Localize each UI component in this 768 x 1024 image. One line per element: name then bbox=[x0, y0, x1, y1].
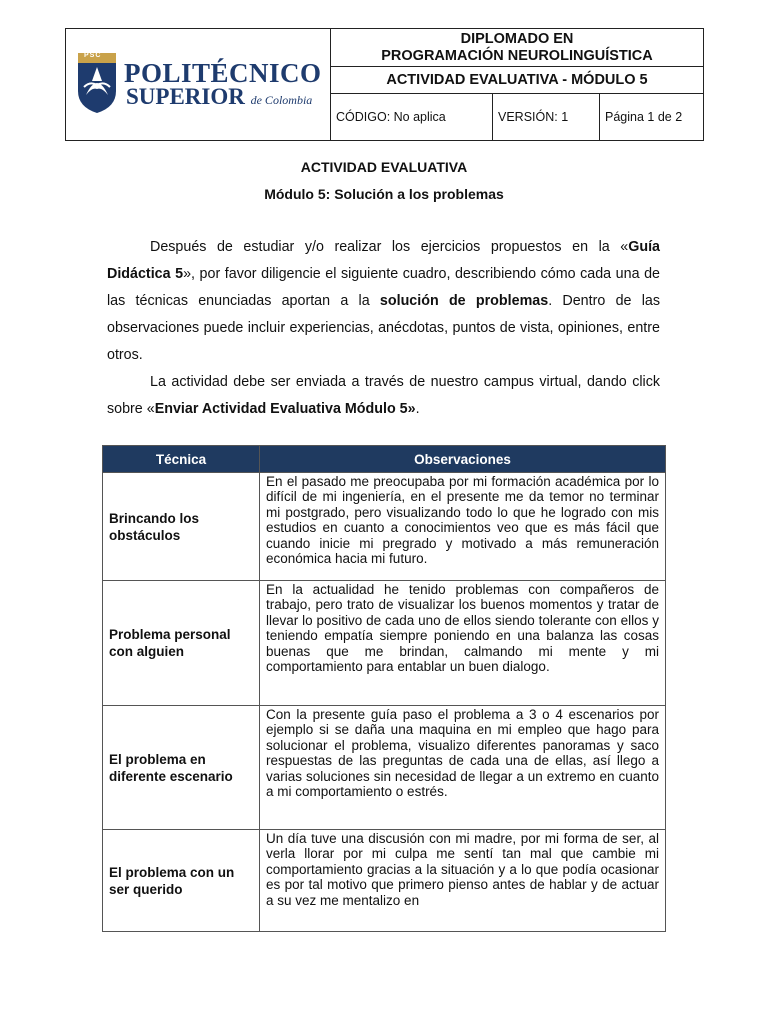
technique-cell: Problema personal con alguien bbox=[103, 581, 260, 706]
p1-guide-name: Guía Didáctica 5 bbox=[107, 239, 660, 282]
technique-cell: El problema en diferente escenario bbox=[103, 706, 260, 830]
submission-paragraph bbox=[107, 369, 660, 423]
p1-text-e: . Dentro de las observaciones puede incluir experiencias, anécdotas, puntos de vista, opiniones, entre otros. bbox=[107, 293, 660, 363]
techniques-table bbox=[102, 445, 666, 932]
table-row bbox=[103, 706, 666, 830]
logo-line2-main: SUPERIOR bbox=[126, 84, 245, 109]
observation-cell: En la actualidad he tenido problemas con compañeros de trabajo, pero trato de visualizar los buenos momentos y tratar de llevar lo positivo de cada uno de ellos siendo tolerante con ellos y teniendo empatía siempre poniendo en una balanza las cosas buenas que me brindan, calmando mi mente y mi comportamiento para entablar un buen dialogo. bbox=[260, 581, 666, 706]
technique-cell: El problema con un ser querido bbox=[103, 830, 260, 932]
p2-submit-label: Enviar Actividad Evaluativa Módulo 5» bbox=[154, 401, 416, 417]
document-subtitle: Módulo 5: Solución a los problemas bbox=[264, 186, 504, 202]
program-title-line2: PROGRAMACIÓN NEUROLINGUÍSTICA bbox=[381, 47, 653, 64]
p1-text-a: Después de estudiar y/o realizar los ejercicios propuestos en la « bbox=[150, 239, 629, 255]
logo bbox=[66, 29, 331, 140]
table-row bbox=[103, 473, 666, 581]
observation-cell: Con la presente guía paso el problema a 3 o 4 escenarios por ejemplo si se daña una maquina en mi empleo que hago para solucionar el problema, visualizo diferentes panoramas y saco respuestas de las preguntas de cada una de ellas, así llego a varias soluciones sin necesidad de llegar a un extremo en cuanto a mi comportamiento o estrés. bbox=[260, 706, 666, 830]
p1-problem-solving: solución de problemas bbox=[379, 293, 549, 309]
version-label: VERSIÓN: 1 bbox=[493, 94, 600, 140]
p1-text-c: », por favor diligencie el siguiente cuadro, describiendo cómo cada una de las técnicas enunciadas aportan a la bbox=[107, 266, 660, 309]
table-header-row bbox=[103, 446, 666, 473]
document-title: ACTIVIDAD EVALUATIVA bbox=[300, 159, 468, 175]
column-header-observations: Observaciones bbox=[260, 446, 666, 473]
program-title-line1: DIPLOMADO EN bbox=[460, 30, 574, 47]
page-number: Página 1 de 2 bbox=[605, 110, 683, 124]
p2-text-c: . bbox=[415, 401, 420, 417]
table-row bbox=[103, 830, 666, 932]
program-title bbox=[331, 29, 703, 67]
observation-cell: Un día tuve una discusión con mi madre, por mi forma de ser, al verla llorar por mi culpa me sentí tan mal que cambie mi comportamiento gracias a la situación y a lo que podía ocasionar es por tal motivo que primero pienso antes de hablar y de actuar a su vez me mentalizo en bbox=[260, 830, 666, 932]
p2-text-a: La actividad debe ser enviada a través de nuestro campus virtual, dando click sobre « bbox=[107, 374, 660, 417]
observation-cell: En el pasado me preocupaba por mi formación académica por lo difícil de mi ingeniería, en el presente me da temor no terminar mi postgrado, pero visualizando todo lo que he logrado con mis estudios en cuanto a conocimientos veo que es más fácil que cuando inicie mi pregrado y motivado a más remuneración económica hacia mi futuro. bbox=[260, 473, 666, 581]
activity-title: ACTIVIDAD EVALUATIVA - MÓDULO 5 bbox=[331, 67, 703, 94]
document-header bbox=[65, 28, 704, 141]
logo-line2 bbox=[126, 84, 312, 113]
code-label: CÓDIGO: No aplica bbox=[331, 94, 493, 140]
column-header-technique: Técnica bbox=[103, 446, 260, 473]
table-row bbox=[103, 581, 666, 706]
instructions-paragraph bbox=[107, 234, 660, 369]
header-info bbox=[331, 29, 703, 140]
logo-line1: POLITÉCNICO bbox=[124, 58, 322, 88]
shield-logo-icon bbox=[76, 51, 118, 115]
technique-cell: Brincando los obstáculos bbox=[103, 473, 260, 581]
logo-badge: PSC bbox=[84, 52, 102, 59]
logo-line2-suffix: de Colombia bbox=[250, 93, 313, 107]
document-codes bbox=[331, 94, 703, 140]
